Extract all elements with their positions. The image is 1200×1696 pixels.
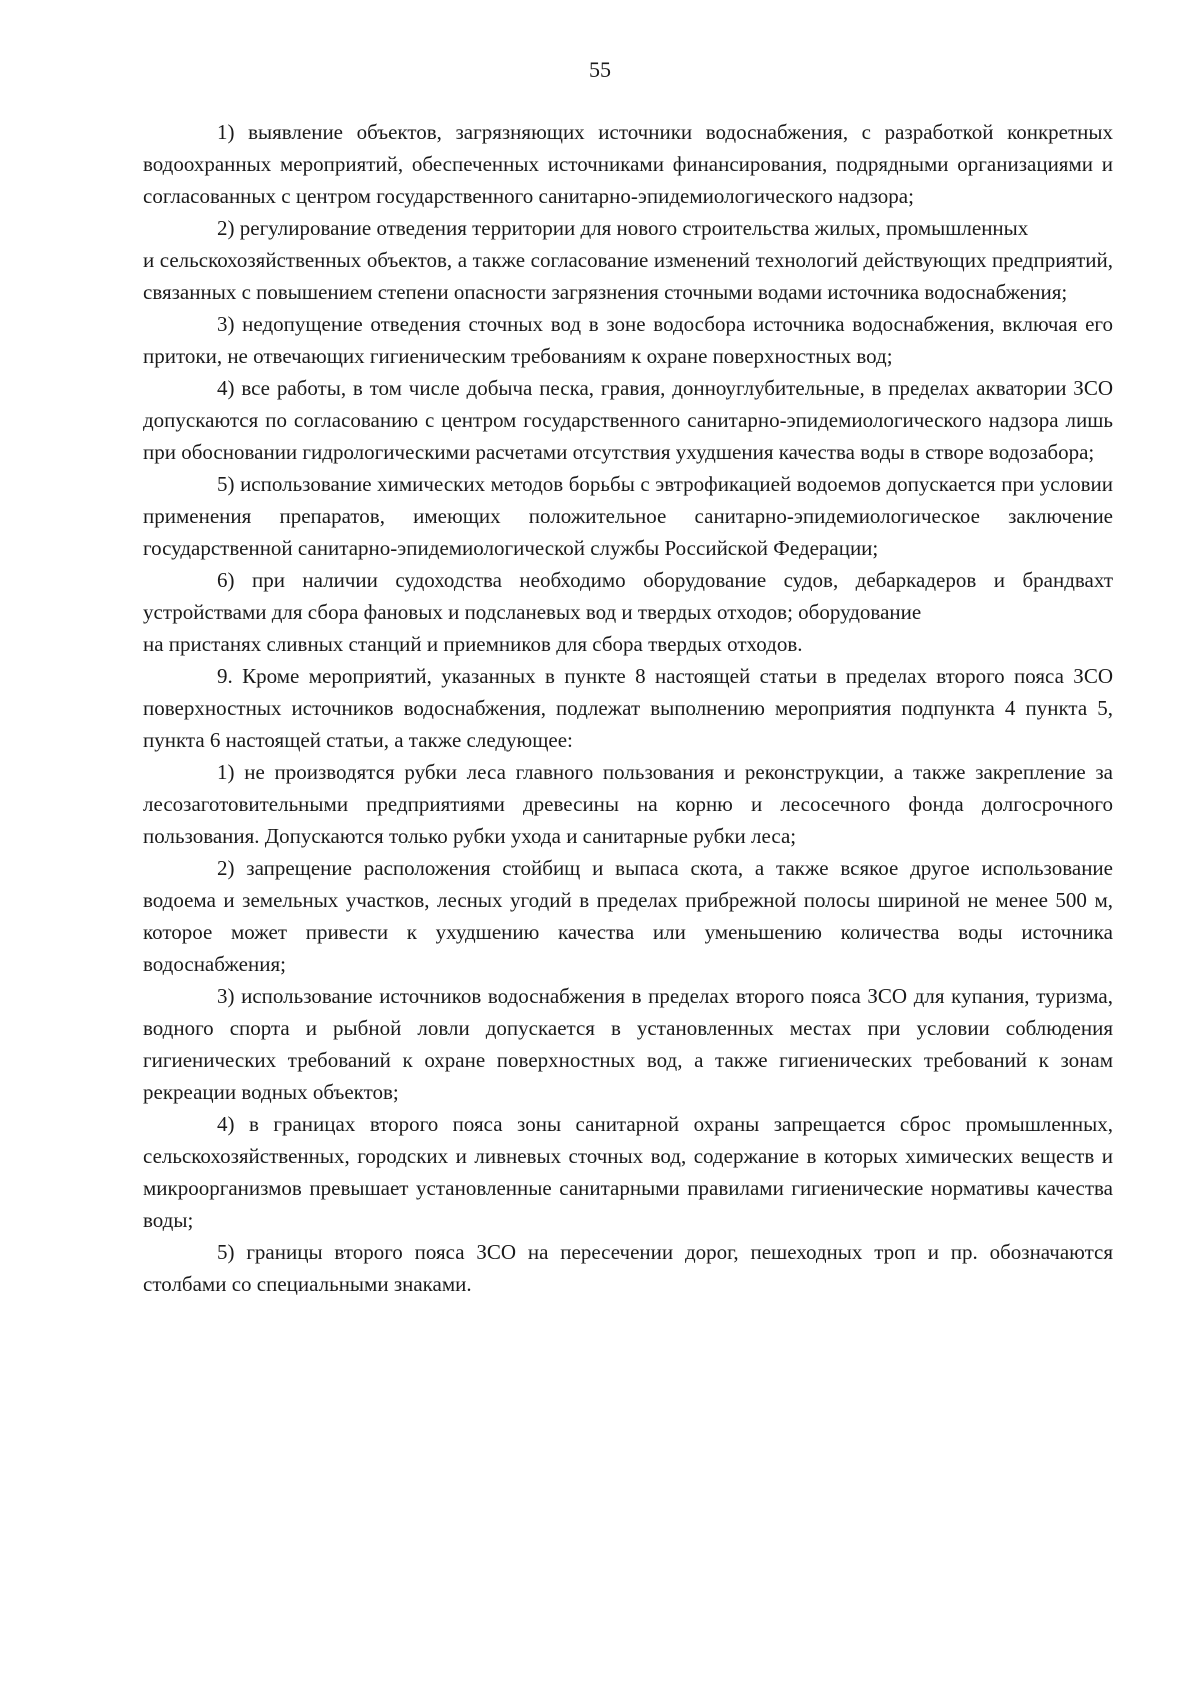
paragraph: 3) недопущение отведения сточных вод в зоне водосбора источника водоснабжения, включая его притоки, не отвечающих гигиеническим требованиям к охране поверхностных вод; [143, 312, 1113, 368]
paragraph: 1) выявление объектов, загрязняющих источники водоснабжения, с разработкой конкретных водоохранных мероприятий, обеспеченных источниками финансирования, подрядными организациями и согласованных с центром государственного санитарно-эпидемиологического надзора; [143, 120, 1113, 208]
paragraph: на пристанях сливных станций и приемников для сбора твердых отходов. [143, 632, 803, 656]
paragraph: 2) регулирование отведения территории для нового строительства жилых, промышленных [217, 216, 1029, 240]
paragraph: 4) все работы, в том числе добыча песка, гравия, донноуглубительные, в пределах акватории ЗСО допускаются по согласованию с центром государственного санитарно-эпидемиологического надзора лишь при обосновании гидрологическими расчетами отсутствия ухудшения качества воды в створе водозабора; [143, 376, 1113, 464]
paragraph: и сельскохозяйственных объектов, а также согласование изменений технологий действующих предприятий, связанных с повышением степени опасности загрязнения сточными водами источника водоснабжения; [143, 248, 1113, 304]
paragraph: 9. Кроме мероприятий, указанных в пункте 8 настоящей статьи в пределах второго пояса ЗСО поверхностных источников водоснабжения, подлежат выполнению мероприятия подпункта 4 пункта 5, пункта 6 настоящей статьи, а также следующее: [143, 664, 1113, 752]
paragraph: 2) запрещение расположения стойбищ и выпаса скота, а также всякое другое использование водоема и земельных участков, лесных угодий в пределах прибрежной полосы шириной не менее 500 м, которое может привести к ухудшению качества или уменьшению количества воды источника водоснабжения; [143, 856, 1113, 976]
paragraph: 1) не производятся рубки леса главного пользования и реконструкции, а также закрепление за лесозаготовительными предприятиями древесины на корню и лесосечного фонда долгосрочного пользования. Допускаются только рубки ухода и санитарные рубки леса; [143, 760, 1113, 848]
paragraph: 5) границы второго пояса ЗСО на пересечении дорог, пешеходных троп и пр. обозначаются столбами со специальными знаками. [143, 1240, 1113, 1296]
paragraph: 3) использование источников водоснабжения в пределах второго пояса ЗСО для купания, туризма, водного спорта и рыбной ловли допускается в установленных местах при условии соблюдения гигиенических требований к охране поверхностных вод, а также гигиенических требований к зонам рекреации водных объектов; [143, 984, 1113, 1104]
paragraph: 5) использование химических методов борьбы с эвтрофикацией водоемов допускается при условии применения препаратов, имеющих положительное санитарно-эпидемиологическое заключение государственной санитарно-эпидемиологической службы Российской Федерации; [143, 472, 1113, 560]
paragraph: 4) в границах второго пояса зоны санитарной охраны запрещается сброс промышленных, сельскохозяйственных, городских и ливневых сточных вод, содержание в которых химических веществ и микроорганизмов превышает установленные санитарными правилами гигиенические нормативы качества воды; [143, 1112, 1113, 1232]
page-number: 55 [589, 57, 611, 82]
paragraph: 6) при наличии судоходства необходимо оборудование судов, дебаркадеров и брандвахт устройствами для сбора фановых и подсланевых вод и твердых отходов; оборудование [143, 568, 1113, 624]
document-body [143, 116, 1113, 1300]
